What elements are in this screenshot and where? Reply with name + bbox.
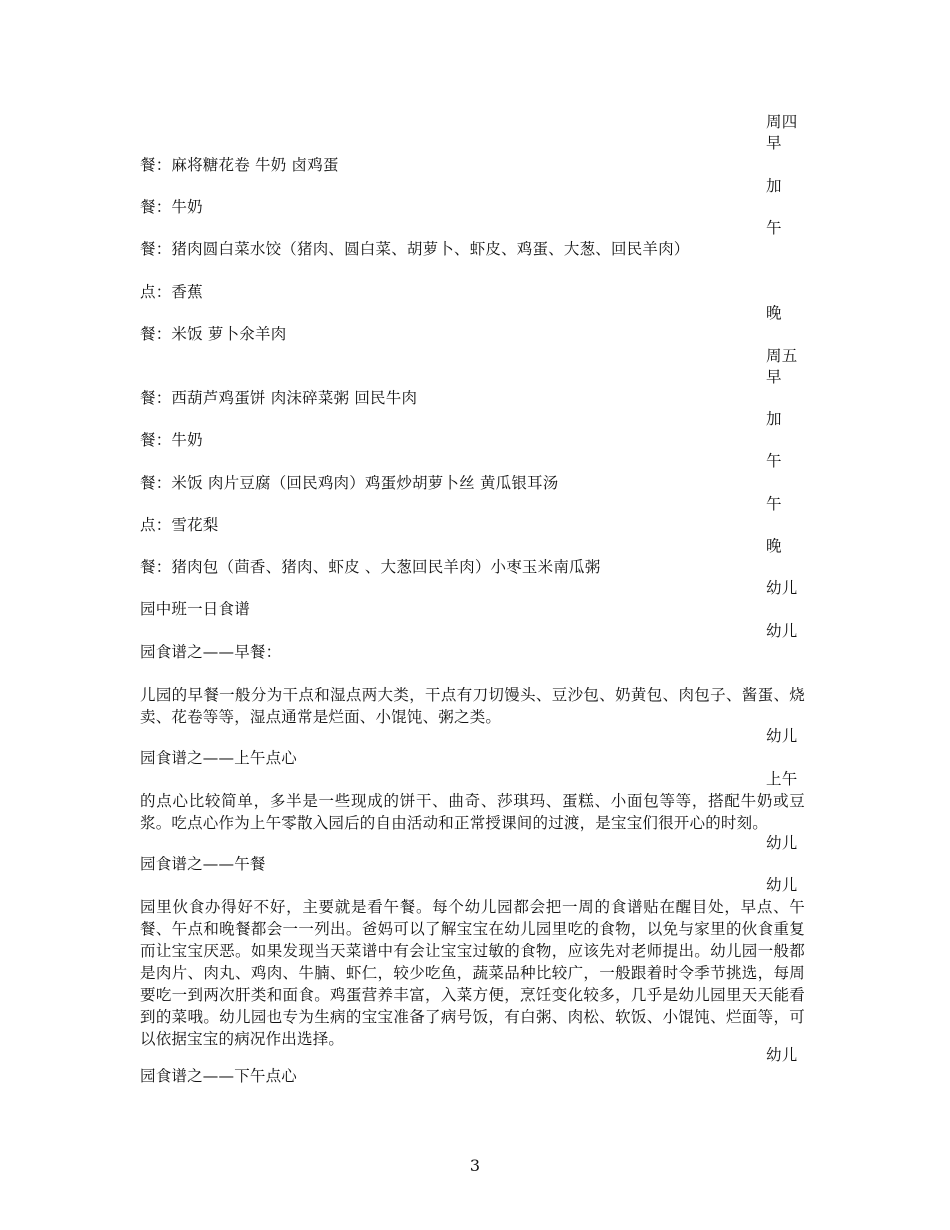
menu-line: 餐：米饭 肉片豆腐（回民鸡肉）鸡蛋炒胡萝卜丝 黄瓜银耳汤 (140, 474, 559, 492)
day-thursday: 周四 (766, 113, 798, 131)
section-heading-breakfast: 园食谱之——早餐： (140, 643, 282, 661)
heading-fragment: 幼儿 (766, 1046, 798, 1064)
menu-line: 餐：牛奶 (140, 198, 203, 216)
meal-fragment: 晚 (766, 304, 782, 322)
meal-fragment: 加 (766, 410, 782, 428)
menu-line: 餐：米饭 萝卜氽羊肉 (140, 325, 287, 343)
heading-fragment: 幼儿 (766, 727, 798, 745)
menu-line: 餐：猪肉包（茴香、猪肉、虾皮 、大葱回民羊肉）小枣玉米南瓜粥 (140, 558, 601, 576)
meal-fragment: 午 (766, 452, 782, 470)
paragraph-fragment: 上午 (766, 770, 798, 788)
menu-line: 餐：麻将糖花卷 牛奶 卤鸡蛋 (140, 156, 339, 174)
menu-line: 餐：牛奶 (140, 431, 203, 449)
section-heading-morning-snack: 园食谱之——上午点心 (140, 749, 298, 767)
heading-fragment: 幼儿 (766, 622, 798, 640)
paragraph-lunch: 园里伙食办得好不好，主要就是看午餐。每个幼儿园都会把一周的食谱贴在醒目处，早点、午餐、午点和晚餐都会一一列出。爸妈可以了解宝宝在幼儿园里吃的食物，以免与家里的伙食重复而让宝宝厌恶。如果发现当天菜谱中有会让宝宝过敏的食物，应该先对老师提出。幼儿园一般都是肉片、肉丸、鸡肉、牛腩、虾仁，较少吃鱼，蔬菜品种比较广，一般跟着时令季节挑选，每周要吃一到两次肝类和面食。鸡蛋营养丰富，入菜方便，烹饪变化较多，几乎是幼儿园里天天能看到的菜哦。幼儿园也专为生病的宝宝准备了病号饭，有白粥、肉松、软饭、小馄饨、烂面等，可以依据宝宝的病况作出选择。 (140, 898, 805, 1048)
meal-fragment: 午 (766, 495, 782, 513)
meal-fragment: 早 (766, 134, 782, 152)
page-number: 3 (469, 1156, 481, 1175)
meal-fragment: 午 (766, 219, 782, 237)
heading-fragment: 幼儿 (766, 834, 798, 852)
menu-line: 点：香蕉 (140, 283, 203, 301)
paragraph-breakfast: 儿园的早餐一般分为干点和湿点两大类，干点有刀切馒头、豆沙包、奶黄包、肉包子、酱蛋、烧卖、花卷等等，湿点通常是烂面、小馄饨、粥之类。 (140, 686, 805, 726)
section-heading-lunch: 园食谱之——午餐 (140, 855, 266, 873)
heading-line: 园中班一日食谱 (140, 600, 250, 618)
meal-fragment: 加 (766, 177, 782, 195)
menu-line: 点：雪花梨 (140, 516, 219, 534)
menu-line: 餐：西葫芦鸡蛋饼 肉沫碎菜粥 回民牛肉 (140, 389, 418, 407)
meal-fragment: 晚 (766, 537, 782, 555)
meal-fragment: 早 (766, 368, 782, 386)
paragraph-morning-snack: 的点心比较简单，多半是一些现成的饼干、曲奇、莎琪玛、蛋糕、小面包等等，搭配牛奶或豆浆。吃点心作为上午零散入园后的自由活动和正常授课间的过渡，是宝宝们很开心的时刻。 (140, 792, 805, 832)
paragraph-fragment: 幼儿 (766, 876, 798, 894)
day-friday: 周五 (766, 347, 798, 365)
section-heading-afternoon-snack: 园食谱之——下午点心 (140, 1067, 298, 1085)
heading-fragment: 幼儿 (766, 579, 798, 597)
menu-line: 餐：猪肉圆白菜水饺（猪肉、圆白菜、胡萝卜、虾皮、鸡蛋、大葱、回民羊肉） (140, 240, 690, 258)
